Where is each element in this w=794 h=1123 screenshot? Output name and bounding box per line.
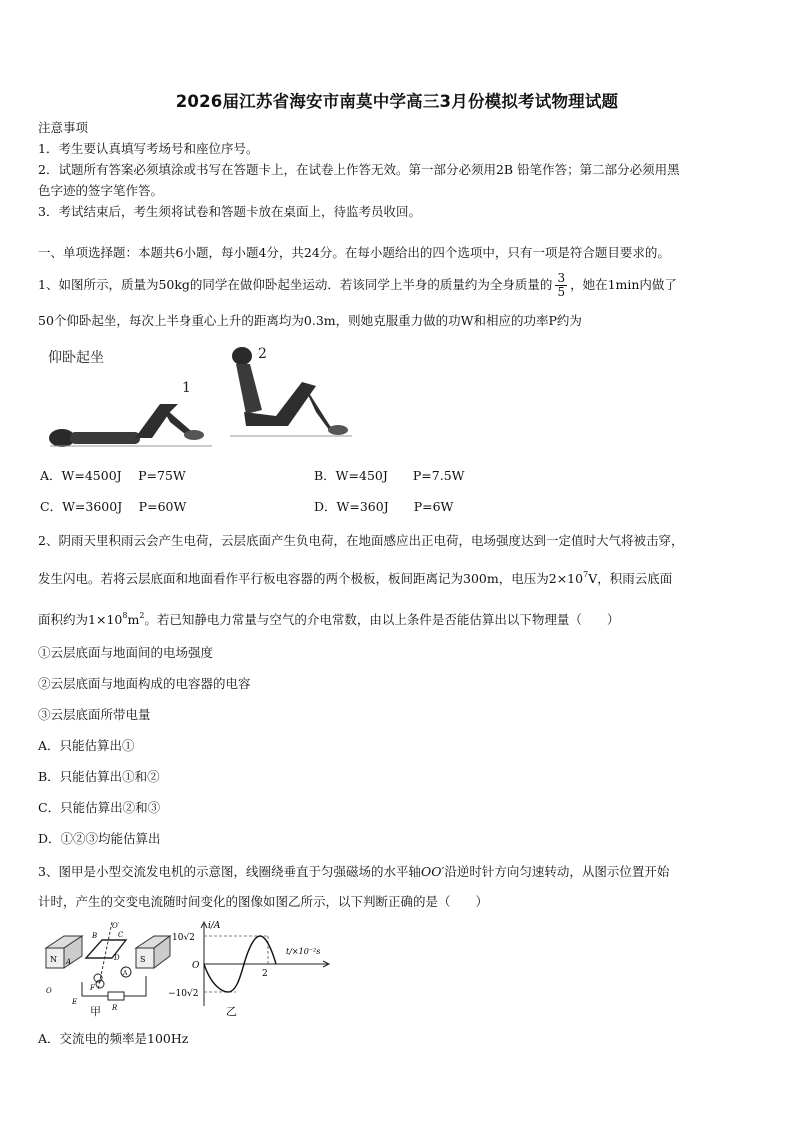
q2-text: ，电压为 (498, 571, 549, 586)
q2-stem-line1: 2、阴雨天里积雨云会产生电荷，云层底面产生负电荷，在地面感应出正电荷，电场强度达到一定值时大气将被击穿， (38, 533, 684, 548)
q2-option-a[interactable]: A．只能估算出① (38, 738, 135, 753)
figure-label-2: 2 (258, 346, 267, 362)
label-f: F (90, 984, 95, 992)
q3-option-a[interactable]: A．交流电的频率是100Hz (38, 1031, 189, 1046)
q2-item: ②云层底面与地面构成的电容器的电容 (38, 676, 251, 691)
q2-stem-line3 (38, 608, 619, 628)
fraction-numerator: 3 (557, 271, 566, 285)
section-heading: 一、单项选择题：本题共6小题，每小题4分，共24分。在每小题给出的四个选项中，只有一项是符合题目要求的。 (38, 245, 670, 260)
label-a: A (66, 958, 72, 966)
label-b: B (92, 932, 98, 940)
notice-heading: 注意事项 (38, 120, 89, 135)
label-n: N (50, 955, 57, 964)
voltage-base: 2×10 (548, 571, 584, 586)
area-unit-exponent: 2 (139, 611, 145, 620)
q3-text: 沿逆时针方向匀速转动，从图示位置开始 (444, 864, 670, 879)
label-ammeter: A (123, 970, 128, 977)
label-o-prime: O′ (112, 922, 120, 930)
notice-item: 2．试题所有答案必须填涂或书写在答题卡上，在试卷上作答无效。第一部分必须用2B 铅笔作答；第二部分必须用黑 (38, 162, 680, 177)
q2-text: ，积雨云底面 (597, 571, 673, 586)
q3-text: 3、图甲是小型交流发电机的示意图，线圈绕垂直于匀强磁场的水平轴 (38, 864, 421, 879)
q2-stem-line2 (38, 567, 672, 587)
area-base: 1×10 (88, 612, 123, 627)
q2-option-d[interactable]: D．①②③均能估算出 (38, 831, 161, 846)
q1-option-d[interactable]: D．W=360J P=6W (314, 499, 454, 514)
axis-symbol: OO′ (420, 864, 445, 879)
origin-label: O (192, 961, 200, 971)
figure-label-1: 1 (182, 380, 191, 396)
q2-option-b[interactable]: B．只能估算出①和② (38, 769, 160, 784)
q1-stem-line1 (38, 272, 677, 299)
q1-option-b[interactable]: B．W=450J P=7.5W (314, 468, 465, 483)
notice-item: 3．考试结束后，考生须将试卷和答题卡放在桌面上，待监考员收回。 (38, 204, 421, 219)
page-title: 2026届江苏省海安市南莫中学高三3月份模拟考试物理试题 (175, 92, 619, 111)
label-r: R (112, 1004, 118, 1012)
figure-yi-caption: 乙 (226, 1005, 237, 1018)
distance-value: 300m (463, 571, 499, 586)
q1-fraction (555, 272, 567, 299)
voltage-unit: V (588, 571, 598, 586)
generator-diagram (42, 918, 172, 1018)
situp-illustration (40, 342, 360, 452)
q2-text: 发生闪电。若将云层底面和地面看作平行板电容器的两个极板，板间距离记为 (38, 571, 464, 586)
current-time-graph (168, 918, 338, 1018)
area-exponent: 8 (122, 611, 128, 620)
person-lying-drawing (49, 404, 212, 447)
q2-item: ①云层底面与地面间的电场强度 (38, 645, 214, 660)
q1-stem-line2: 50个仰卧起坐，每次上半身重心上升的距离均为0.3m，则她克服重力做的功W和相应的功率P约为 (38, 313, 582, 328)
x-tick-label: 2 (262, 969, 268, 979)
y-max-label: 10√2 (172, 933, 195, 943)
q2-text: 。若已知静电力常量与空气的介电常数，由以上条件是否能估算出以下物理量（ ） (144, 612, 620, 627)
area-value (88, 612, 144, 627)
q3-stem-line2: 计时，产生的交变电流随时间变化的图像如图乙所示，以下判断正确的是（ ） (38, 894, 489, 909)
q2-option-c[interactable]: C．只能估算出②和③ (38, 800, 161, 815)
q3-stem-line1 (38, 864, 669, 880)
label-o: O (46, 987, 52, 995)
q1-figure (40, 342, 360, 452)
x-axis-label: t/×10⁻²s (286, 947, 321, 956)
q1-option-a[interactable]: A．W=4500J P=75W (40, 468, 186, 483)
notice-item: 1．考生要认真填写考场号和座位序号。 (38, 141, 259, 156)
area-unit: m (127, 612, 140, 627)
figure-caption: 仰卧起坐 (48, 350, 104, 366)
label-s: S (140, 955, 146, 964)
y-axis-label: i/A (208, 921, 221, 931)
q1-text: 1、如图所示，质量为50kg的同学在做仰卧起坐运动．若该同学上半身的质量约为全身质量的 (38, 277, 553, 292)
figure-jia-caption: 甲 (90, 1005, 101, 1018)
label-c: C (118, 931, 124, 939)
person-situp-drawing (230, 347, 352, 436)
q2-item: ③云层底面所带电量 (38, 707, 151, 722)
q2-text: 面积约为 (38, 612, 89, 627)
voltage-value (549, 571, 597, 586)
label-e: E (72, 998, 78, 1006)
label-d: D (114, 954, 120, 962)
q1-option-c[interactable]: C．W=3600J P=60W (40, 499, 187, 514)
fraction-denominator: 5 (557, 285, 566, 299)
y-min-label: −10√2 (168, 989, 199, 999)
generator-figure (42, 918, 172, 1018)
q1-text: ，她在1min内做了 (570, 277, 677, 292)
voltage-exponent: 7 (583, 570, 589, 579)
current-graph-figure (168, 918, 338, 1018)
notice-item: 色字迹的签字笔作答。 (38, 183, 164, 198)
